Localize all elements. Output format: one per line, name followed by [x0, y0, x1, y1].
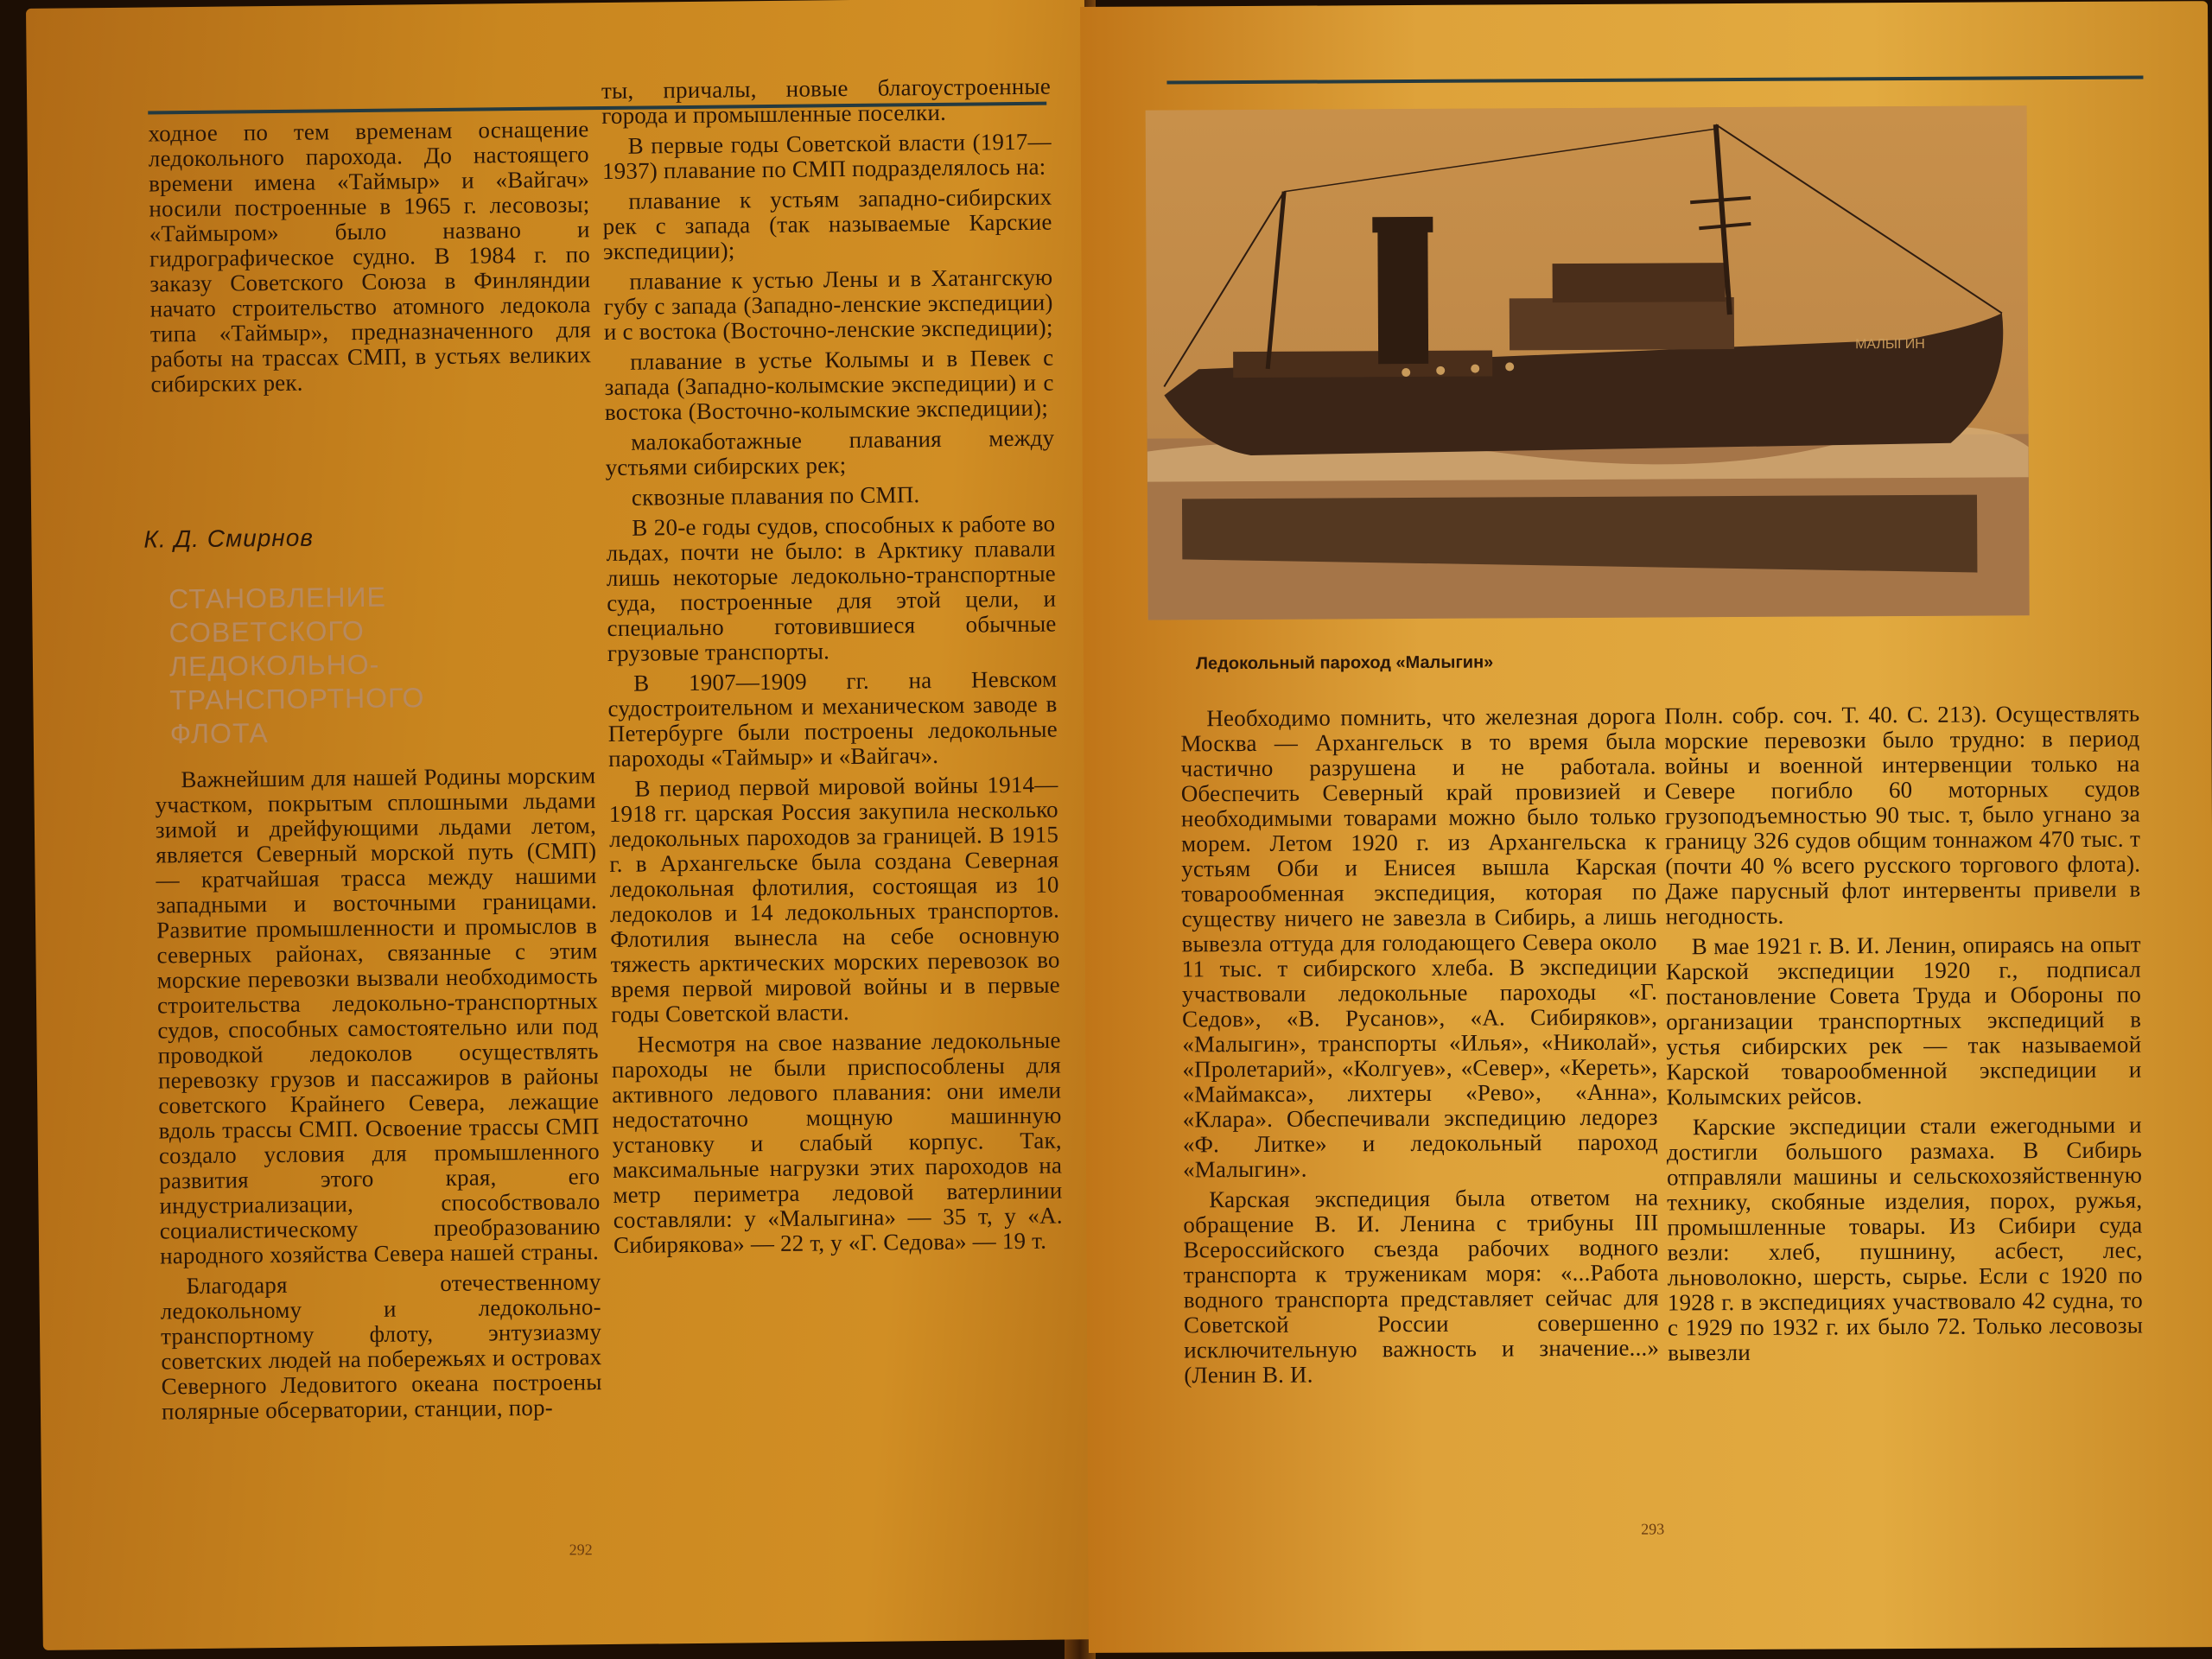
page-number: 292	[569, 1541, 593, 1559]
author-name: К. Д. Смирнов	[143, 524, 315, 553]
photo-caption: Ледокольный пароход «Малыгин»	[1195, 652, 1494, 674]
paragraph: В первые годы Советской власти (1917—1937) плавание по СМП подразделялось на:	[601, 128, 1052, 185]
ship-photo	[1146, 105, 2030, 620]
right-page	[1080, 1, 2212, 1653]
left-col2	[601, 74, 1063, 1263]
paragraph: малокаботажные плавания между устьями сибирских рек;	[605, 424, 1055, 481]
paragraph: В 1907—1909 гг. на Невском судостроительном и механическом заводе в Петербурге были построены ледокольные пароходы «Таймыр» и «Вайгач».	[607, 665, 1058, 772]
paragraph: Необходимо помнить, что железная дорога Москва — Архангельск в то время была частично разрушена и не работала. Обеспечить Северный край провизией и необходимыми товарами можно было только морем. Летом 1920 г. из Архангельска к устьям Оби и Енисея вышла Карская товарообменная экспедиция, которая по существу ничего не завезла в Сибирь, а лишь вывезла оттуда для голодающего Севера около 11 тыс. т сибирского хлеба. В экспедиции участвовали ледокольные пароходы «Г. Седов», «В. Русанов», «А. Сибиряков», «Малыгин», транспорты «Илья», «Николай», «Пролетарий», «Колгуев», «Север», «Кереть», «Маймакса», лихтеры «Рево», «Анна», «Клара». Обеспечивали экспедицию ледорез «Ф. Литке» и ледокольный пароход «Малыгин».	[1180, 702, 1658, 1183]
title-line: СОВЕТСКОГО	[168, 614, 365, 649]
left-page	[26, 0, 1102, 1650]
paragraph: Полн. собр. соч. Т. 40. С. 213). Осуществлять морские перевозки было трудно: в период войны и военной интервенции только на Севере погибло 60 моторных судов грузоподъемностью 90 тыс. т, было угнано за границу 326 судов общим тоннажом 470 тыс. т (почти 40 % всего русского торгового флота). Даже парусный флот интервенты привели в негодность.	[1664, 700, 2141, 930]
paragraph: Важнейшим для нашей Родины морским участком, покрытым сплошными льдами зимой и дрейфующими льдами летом, является Северный морской путь (СМП) — кратчайшая трасса между нашими западными и восточными границами. Развитие промышленности и промыслов в северных районах, связанные с этим морские перевозки вызвали необходимость строительства ледокольно-транспортных судов, способных самостоятельно или под проводкой ледоколов осуществлять перевозку грузов и пассажиров в районы советского Крайнего Севера, лежащие вдоль трассы СМП. Освоение трассы СМП создало условия для промышленного развития этого края, его индустриализации, способствовало социалистическому преобразованию народного хозяйства Севера нашей страны.	[155, 762, 601, 1269]
left-col1-top-text: ходное по тем временам оснащение ледокольного парохода. До настоящего времени имена «Таймыр» и «Вайгач» носили построенные в 1965 г. лесовозы; «Таймыром» было названо и гидрографическое судно. В 1984 г. по заказу Советского Союза в Финляндии начато строительство атомного ледокола типа «Таймыр», предназначенного для работы на трассах СМП, в устьях великих сибирских рек.	[148, 116, 592, 397]
icebreaker-ship-illustration	[1146, 105, 2030, 620]
left-col1-body	[155, 763, 602, 1429]
article-title	[168, 580, 481, 752]
title-line: ФЛОТА	[169, 717, 269, 750]
title-line: СТАНОВЛЕНИЕ	[168, 581, 386, 615]
right-col1	[1180, 704, 1659, 1394]
paragraph: Благодаря отечественному ледокольному и ледокольно-транспортному флоту, энтузиазму советских людей на побережьях и островах Северного Ледовитого океана построены полярные обсерватории, станции, пор-	[160, 1268, 602, 1425]
paragraph: Карская экспедиция была ответом на обращение В. И. Ленина с трибуны III Всероссийского съезда рабочих водного транспорта к труженикам моря: «...Работа водного транспорта представляет сейчас для Советской России совершенно исключительную важность и значение...» (Ленин В. И.	[1183, 1184, 1660, 1389]
paragraph: В период первой мировой войны 1914—1918 гг. царская Россия закупила несколько ледокольных пароходов за границей. В 1915 г. в Архангельске была создана Северная ледокольная флотилия, состоящая из 10 ледоколов и 14 ледокольных транспортов. Флотилия вынесла на себе основную тяжесть арктических морских перевозок во время первой мировой войны и в первые годы Советской власти.	[608, 771, 1061, 1027]
right-col2	[1664, 702, 2143, 1371]
paragraph: В 20-е годы судов, способных к работе во льдах, почти не было: в Арктику плавали лишь некоторые ледокольно-транспортные суда, построенные для этой цели, и специально готовившиеся обычные грузовые транспорты.	[606, 510, 1057, 666]
page-number: 293	[1641, 1520, 1665, 1538]
top-rule	[1166, 76, 2143, 85]
title-line: ЛЕДОКОЛЬНО-	[168, 648, 380, 683]
paragraph: плавание к устьям западно-сибирских рек с запада (так называемые Карские экспедиции);	[602, 183, 1052, 265]
paragraph: сквозные плавания по СМП.	[631, 481, 920, 511]
ship-name-label: МАЛЫГИН	[1855, 336, 1925, 353]
paragraph: В мае 1921 г. В. И. Ленин, опираясь на опыт Карской экспедиции 1920 г., подписал постановление Совета Труда и Обороны по организации транспортных экспедиций в устья сибирских рек — так называемой Карской товарообменной экспедиции и Колымских рейсов.	[1665, 931, 2142, 1110]
left-col1-top	[148, 117, 591, 402]
paragraph: Карские экспедиции стали ежегодными и достигли большого размаха. В Сибирь отправляли машины и сельскохозяйственную технику, скобяные изделия, порох, ружья, промышленные товары. Из Сибири суда везли: хлеб, пушнину, асбест, лес, льноволокно, шерсть, сырье. Если с 1920 по 1928 г. в экспедициях участвовало 42 судна, то с 1929 по 1932 г. их было 72. Только лесовозы вывезли	[1666, 1111, 2144, 1366]
paragraph: плавание в устье Колымы и в Певек с запада (Западно-колымские экспедиции) и с востока (Восточно-колымские экспедиции);	[604, 344, 1054, 426]
paragraph: Несмотря на свое название ледокольные пароходы не были приспособлены для активного ледового плавания: они имели недостаточно мощную машинную установку и слабый корпус. Так, максимальные нагрузки этих пароходов на метр периметра ледовой ватерлинии составляли: у «Малыгина» — 35 т, у «А. Сибирякова» — 22 т, у «Г. Седова» — 19 т.	[611, 1027, 1063, 1258]
title-line: ТРАНСПОРТНОГО	[169, 682, 425, 716]
paragraph: плавание к устью Лены и в Хатангскую губу с запада (Западно-ленские экспедиции) и с востока (Восточно-ленские экспедиции);	[603, 264, 1053, 346]
paragraph: ты, причалы, новые благоустроенные города и промышленные поселки.	[601, 73, 1052, 130]
